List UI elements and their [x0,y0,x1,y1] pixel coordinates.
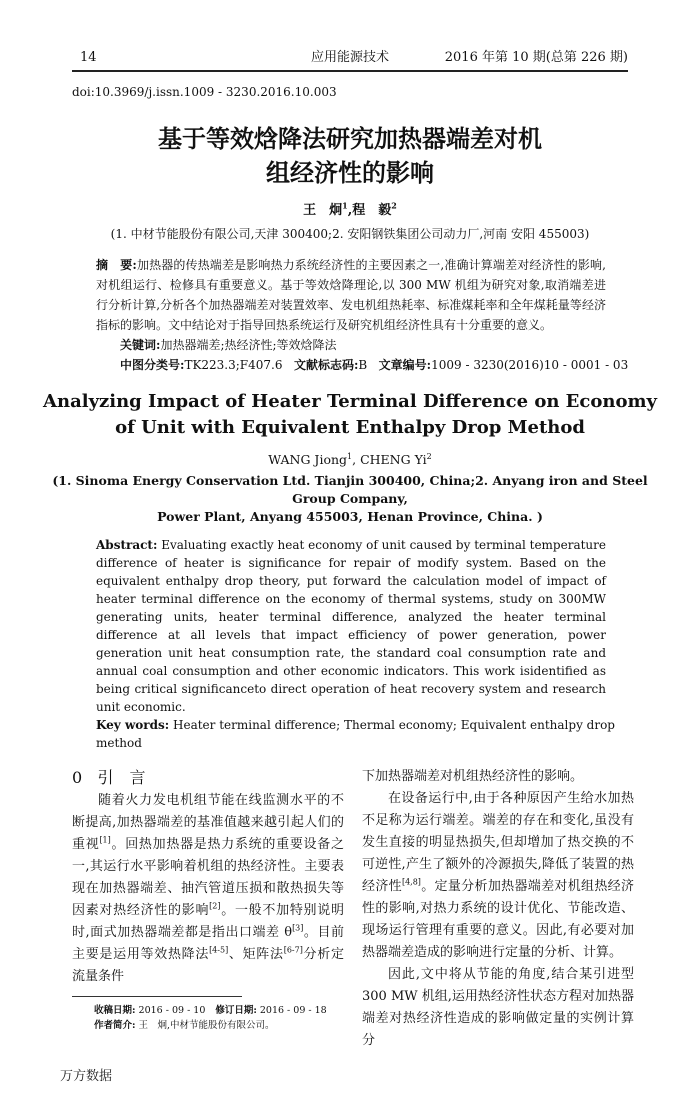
section-heading-introduction [72,766,344,790]
author-1: 王 炯 [303,203,343,218]
watermark: 万方数据 [60,1069,113,1084]
abstract-english [96,536,606,716]
keywords-chinese [120,335,606,355]
author-separator: , [347,203,353,218]
authors-chinese [0,202,700,220]
header-rule [72,70,628,72]
received-value: 2016 - 09 - 10 [135,1005,206,1016]
keywords-chinese-label: 关键词: [120,338,161,352]
abstract-chinese-text: 加热器的传热端差是影响热力系统经济性的主要因素之一,准确计算端差对经济性的影响,对机组运行、检修具有重要意义。基于等效焓降理论,以 300 MW 机组为研究对象,取消端差进行分析计算,分析各个加热器端差对装置效率、发电机组热耗率、标准煤耗率和全年煤耗量等经济指标的影响。文中结论对于指导回热系统运行及研究机组经济性具有十分重要的意义。 [96,258,606,332]
revised-value: 2016 - 09 - 18 [256,1005,327,1016]
author-1-en-affil: 1 [347,451,353,461]
paragraph: 下加热器端差对机组热经济性的影响。 [362,769,584,784]
running-header [72,48,628,68]
abstract-english-text: Evaluating exactly heat economy of unit caused by terminal temperature difference of heater is significance for repair of modify system. Based on the equivalent enthalpy drop theory, put forward the calculation model of impact of heater terminal difference on the economy of thermal systems, study on 300MW generating units, heater terminal difference, analyzed the heater terminal difference at all levels that impact efficiency of power generation, power generation unit heat consumption rate, the standard coal consumption rate and annual coal consumption and other economic indicators. This work isidentified as being critical significanceto direct operation of heat recovery system and research unit economic. [96,538,606,714]
author-2: 程 毅 [352,203,392,218]
classification-line [120,355,640,375]
citation[interactable]: [3] [292,923,304,933]
keywords-chinese-text: 加热器端差;热经济性;等效焓降法 [160,338,337,352]
text-run: 随着火力发电机组节能在线监测水平的不断提高,加热器端差的基准值越来越引起人们的重视 [72,793,344,852]
author-bio-value: 王 炯,中材节能股份有限公司。 [135,1020,275,1031]
title-english-line-1: Analyzing Impact of Heater Terminal Difference on Economy [43,391,657,412]
keywords-english-text: Heater terminal difference; Thermal economy; Equivalent enthalpy drop method [96,718,615,750]
text-run: 。一般不加特别说明时,面式加热器端差都是指出口端差 θ [72,903,344,940]
citation[interactable]: [4,8] [401,877,421,887]
article-number-value: 1009 - 3230(2016)10 - 0001 - 03 [431,358,629,372]
clc-label: 中图分类号: [120,358,185,372]
clc-value: TK223.3;F407.6 [184,358,283,372]
affiliation-english-line-1: (1. Sinoma Energy Conservation Ltd. Tianjin 300400, China;2. Anyang iron and Steel Group Company, [52,473,648,506]
text-run: 分析定流量条件 [72,947,344,984]
author-bio-label: 作者简介: [94,1020,136,1031]
title-chinese [0,122,700,190]
citation[interactable]: [4-5] [209,945,229,955]
author-2-en: CHENG Yi [360,452,427,467]
text-run: 。回热加热器是热力系统的重要设备之一,其运行水平影响着机组的热经济性。主要表现在加热器端差、抽汽管道压损和散热损失等因素对热经济性的影响 [72,837,344,918]
paragraph [362,788,634,964]
author-1-en: WANG Jiong [268,452,348,467]
received-label: 收稿日期: [94,1005,136,1016]
text-run: 在设备运行中,由于各种原因产生给水加热不足称为运行端差。端差的存在和变化,虽没有发生直接的明显热损失,但却增加了热交换的不可逆性,产生了额外的冷源损失,降低了装置的热经济性 [362,791,634,894]
title-english-line-2: of Unit with Equivalent Enthalpy Drop Method [115,417,585,438]
affiliation-english-line-2: Power Plant, Anyang 455003, Henan Province, China. ) [157,509,543,524]
body-column-left [72,790,344,988]
citation[interactable]: [1] [99,835,111,845]
issue-info: 2016 年第 10 期(总第 226 期) [444,50,628,65]
keywords-english-label: Key words: [96,718,170,732]
text-run: 。目前主要是运用等效热降法 [72,925,344,962]
citation[interactable]: [6-7] [283,945,303,955]
abstract-chinese-label: 摘 要: [96,258,137,272]
body-columns [72,766,634,1052]
text-run: 。定量分析加热器端差对机组热经济性的影响,对热力系统的设计优化、节能改造、现场运行管理有重要的意义。因此,有必要对加热器端差造成的影响进行定量的分析、计算。 [362,879,634,960]
abstract-chinese [96,255,606,335]
revised-label: 修订日期: [215,1005,257,1016]
doc-code-label: 文献标志码: [293,358,359,372]
keywords-english [96,716,640,752]
page-number: 14 [80,50,97,65]
paragraph [72,790,344,988]
paragraph: 因此,文中将从节能的角度,结合某引进型 300 MW 机组,运用热经济性状态方程对加热器端差对热经济性造成的影响做定量的实例计算分 [362,967,634,1048]
title-english [0,389,700,441]
journal-name: 应用能源技术 [310,50,389,65]
title-chinese-line-2: 组经济性的影响 [266,158,434,187]
author-en-separator: , [352,452,361,467]
citation[interactable]: [2] [209,901,221,911]
section-title: 引 言 [97,768,146,787]
doc-code-value: B [358,358,368,372]
body-column-left-wrap [72,766,344,1052]
doi[interactable]: doi:10.3969/j.issn.1009 - 3230.2016.10.003 [72,85,337,99]
text-run: 、矩阵法 [228,947,284,962]
affiliation-english [30,472,670,526]
authors-english [0,451,700,469]
author-1-affil: 1 [342,200,348,211]
article-number-label: 文章编号: [378,358,432,372]
section-number: 0 [72,768,83,787]
footnote-author [94,1018,344,1033]
title-chinese-line-1: 基于等效焓降法研究加热器端差对机 [158,124,542,153]
author-2-en-affil: 2 [426,451,432,461]
affiliation-chinese: (1. 中材节能股份有限公司,天津 300400;2. 安阳钢铁集团公司动力厂,河南 安阳 455003) [110,227,590,241]
abstract-english-label: Abstract: [96,538,158,552]
footnote-rule [72,996,242,997]
author-2-affil: 2 [391,200,397,211]
body-column-right [362,766,634,1052]
footnote-dates [94,1003,344,1018]
